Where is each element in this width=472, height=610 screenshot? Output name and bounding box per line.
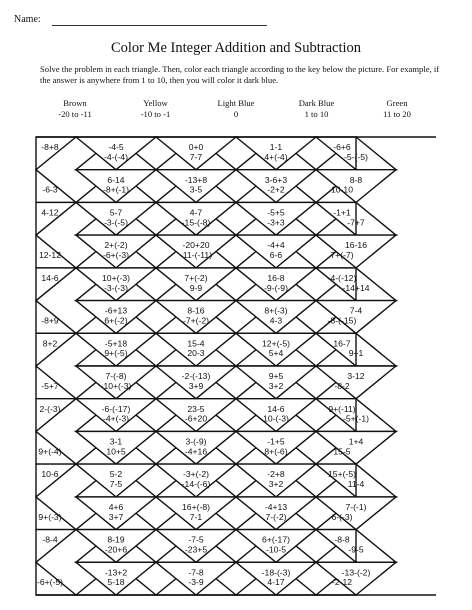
triangle-problem: 8+(-6): [264, 446, 288, 457]
triangle-problem: -4-(-4): [104, 151, 128, 162]
triangle-problem: 15-4: [187, 338, 205, 349]
triangle-problem: -14-(-6): [181, 479, 211, 489]
triangle-problem: 9+(-4): [38, 446, 62, 457]
triangle-problem: 6-6: [269, 250, 283, 260]
triangle-problem: -8-8: [334, 534, 350, 545]
triangle-problem: 20-3: [187, 348, 205, 359]
triangle-problem: 7-(-8): [105, 371, 127, 382]
triangle-problem: -20+6: [104, 544, 128, 555]
triangle-row: [36, 366, 396, 399]
triangle-problem: 0+0: [188, 142, 204, 153]
triangle-problem: 9-9: [189, 282, 203, 293]
triangle-problem: -6+13: [104, 305, 128, 316]
triangle-problem: 3-(-9): [185, 436, 207, 447]
triangle-problem: -10-5: [265, 544, 287, 555]
triangle-problem: 3+2: [268, 380, 284, 391]
triangle-problem: -3-(-5): [104, 217, 128, 228]
triangle-problem: 3-5: [189, 184, 203, 195]
triangle-problem: -3-(-3): [104, 282, 128, 293]
triangle-problem: 4-17: [267, 577, 285, 588]
triangle-problem: 16-8: [267, 272, 285, 283]
triangle-problem: 11-4: [347, 479, 365, 489]
key-range: -10 to -1: [140, 109, 171, 119]
triangle-problem: 7-(-2): [265, 511, 287, 522]
triangle-problem: 10-(-3): [263, 413, 289, 424]
key-color-label: Brown: [63, 98, 87, 108]
triangle-problem: -6+(-5): [36, 577, 64, 588]
triangle-problem: -6+20: [184, 413, 208, 424]
triangle-problem: 7+(-7): [330, 250, 354, 260]
triangle-problem: -13-(-2): [341, 567, 371, 578]
triangle-row: [36, 431, 396, 464]
triangle-problem: -2+8: [267, 469, 285, 480]
triangle-problem: -5+(-1): [342, 413, 370, 424]
triangle-problem: 9+(-5): [104, 348, 128, 359]
triangle-problem: -6+6: [333, 142, 351, 153]
triangle-row: [36, 333, 396, 366]
triangle-row: [36, 235, 396, 268]
triangle-problem: 9+1: [348, 348, 364, 359]
triangle-problem: 4-7: [189, 207, 203, 218]
triangle-problem: 6-(-3): [331, 511, 353, 522]
triangle-problem: 14-6: [41, 272, 59, 283]
triangle-problem: -18-(-3): [261, 567, 291, 578]
triangle-problem: 4+(-4): [264, 151, 288, 162]
triangle-problem: 8-16: [187, 305, 205, 316]
triangle-problem: -5-(-5): [344, 151, 368, 162]
triangle-row: [36, 170, 396, 203]
triangle-problem: 7-5: [109, 479, 123, 489]
triangle-problem: -3+(-2): [182, 469, 210, 480]
triangle-problem: 3+7: [108, 511, 124, 522]
triangle-problem: 9+5: [268, 371, 284, 382]
triangle-problem: 16-16: [345, 240, 367, 251]
triangle-problem: 7+(-2): [184, 272, 208, 283]
triangle-problem: -5+5: [267, 207, 285, 218]
triangle-problem: -7+7: [347, 217, 365, 228]
triangle-problem: -3-9: [188, 577, 204, 588]
triangle-problem: -5+18: [104, 338, 128, 349]
triangle-problem: 5-18: [107, 577, 125, 588]
triangle-problem: -8-(-15): [327, 315, 357, 326]
key-range: 0: [233, 109, 239, 119]
triangle-problem: 7-4: [349, 305, 363, 316]
triangle-problem: -8-2: [334, 380, 350, 391]
triangle-problem: 3+2: [268, 479, 284, 489]
triangle-problem: 2+(-2): [104, 240, 128, 251]
triangle-problem: -4+16: [184, 446, 208, 457]
instructions: Solve the problem in each triangle. Then, color each triangle according to the key below the picture. For example, if the answer is anywhere from 1 to 10, then you will color it dark blue.: [40, 64, 440, 85]
triangle-problem: 10-10: [331, 184, 353, 195]
triangle-problem: 1-1: [269, 142, 283, 153]
triangle-row: [36, 530, 396, 563]
triangle-problem: 4-3: [269, 315, 283, 326]
key-range: 1 to 10: [304, 109, 329, 119]
triangle-problem: 10-6: [41, 469, 59, 480]
triangle-problem: 8-8: [349, 174, 363, 185]
key-color-label: Yellow: [143, 98, 168, 108]
triangle-problem: 12+(-5): [262, 338, 290, 349]
triangle-problem: 12-12: [39, 250, 61, 260]
triangle-problem: -6+(-3): [102, 250, 130, 260]
triangle-problem: -8-4: [42, 534, 58, 545]
triangle-problem: -8+(-1): [102, 184, 130, 195]
triangle-problem: 8+(-3): [264, 305, 288, 316]
triangle-problem: -5+7: [41, 380, 59, 391]
triangle-problem: -9-(-9): [264, 282, 288, 293]
triangle-problem: 5-7: [109, 207, 123, 218]
triangle-problem: 16-7: [333, 338, 351, 349]
triangle-problem: 23-5: [187, 403, 205, 414]
triangle-problem: -4+4: [267, 240, 285, 251]
triangle-problem: -7-5: [188, 534, 204, 545]
triangle-problem: 8-19: [107, 534, 125, 545]
key-range: -20 to -11: [58, 109, 92, 119]
triangle-problem: -15-(-8): [181, 217, 211, 228]
triangle-row: [36, 202, 396, 235]
triangle-row: [36, 137, 396, 170]
triangle-problem: -4-(-12): [327, 272, 357, 283]
triangle-problem: 9+(-11): [328, 403, 356, 414]
key-color-label: Dark Blue: [298, 98, 335, 108]
triangle-problem: -6-3: [42, 184, 58, 195]
triangle-problem: -20+20: [182, 240, 210, 251]
triangle-problem: 5+4: [268, 348, 284, 359]
triangle-problem: 9+(-3): [38, 511, 62, 522]
triangle-problem: -4+13: [264, 501, 288, 512]
triangle-problem: 5-2: [109, 469, 123, 480]
triangle-problem: -6-(-17): [101, 403, 131, 414]
triangle-problem: 15-5: [333, 446, 351, 457]
triangle-row: [36, 301, 396, 334]
triangle-problem: 6+(-17): [262, 534, 290, 545]
triangle-problem: -14+14: [342, 282, 370, 293]
triangle-problem: 2-(-3): [39, 403, 61, 414]
key-color-label: Light Blue: [217, 98, 255, 108]
triangle-problem: -3+3: [267, 217, 285, 228]
triangle-problem: 3-1: [109, 436, 123, 447]
triangle-problem: 7-7: [189, 151, 203, 162]
triangle-problem: -2-12: [331, 577, 353, 588]
triangle-row: [36, 399, 396, 432]
triangle-problem: 4-12: [41, 207, 59, 218]
name-label: Name:: [14, 14, 41, 25]
triangle-problem: 1+4: [348, 436, 364, 447]
triangle-problem: -7-8: [188, 567, 204, 578]
triangle-row: [36, 562, 396, 595]
triangle-problem: 10+(-3): [102, 272, 130, 283]
triangle-problem: -1+1: [333, 207, 351, 218]
triangle-problem: 4+6: [108, 501, 124, 512]
triangle-problem: -8+8: [41, 142, 59, 153]
triangle-problem: 14-6: [267, 403, 285, 414]
triangle-problem: -10+(-3): [100, 380, 132, 391]
triangle-problem: 6+(-2): [104, 315, 128, 326]
triangle-problem: -2+2: [267, 184, 285, 195]
triangle-problem: 15+(-5): [328, 469, 356, 480]
triangle-problem: -7+(-2): [182, 315, 210, 326]
triangle-problem: -13+8: [184, 174, 208, 185]
key-range: 11 to 20: [383, 109, 411, 119]
triangle-problem: 3-6+3: [264, 174, 288, 185]
triangle-problem: -2-(-13): [181, 371, 211, 382]
triangle-row: [36, 464, 396, 497]
triangle-row: [36, 497, 396, 530]
triangle-problem: -8+9: [41, 315, 59, 326]
triangle-problem: 3-12: [347, 371, 365, 382]
triangle-problem: 3+9: [188, 380, 204, 391]
triangle-problem: -13+2: [104, 567, 128, 578]
triangle-problem: -23+5: [184, 544, 208, 555]
triangle-problem: 7-1: [189, 511, 203, 522]
triangle-problem: 16+(-8): [182, 501, 210, 512]
triangle-problem: 8+2: [42, 338, 58, 349]
triangle-problem: -11-(-11): [179, 250, 213, 260]
triangle-problem: 10+5: [106, 446, 126, 457]
triangle-row: [36, 268, 396, 301]
worksheet-title: Color Me Integer Addition and Subtraction: [110, 40, 362, 56]
triangle-problem: -9-5: [348, 544, 364, 555]
triangle-problem: -1+5: [267, 436, 285, 447]
triangle-problem: -4-5: [108, 142, 124, 153]
triangle-problem: 7-(-1): [345, 501, 367, 512]
triangle-problem: 6-14: [107, 174, 125, 185]
key-color-label: Green: [386, 98, 408, 108]
triangle-problem: -4+(-3): [102, 413, 130, 424]
